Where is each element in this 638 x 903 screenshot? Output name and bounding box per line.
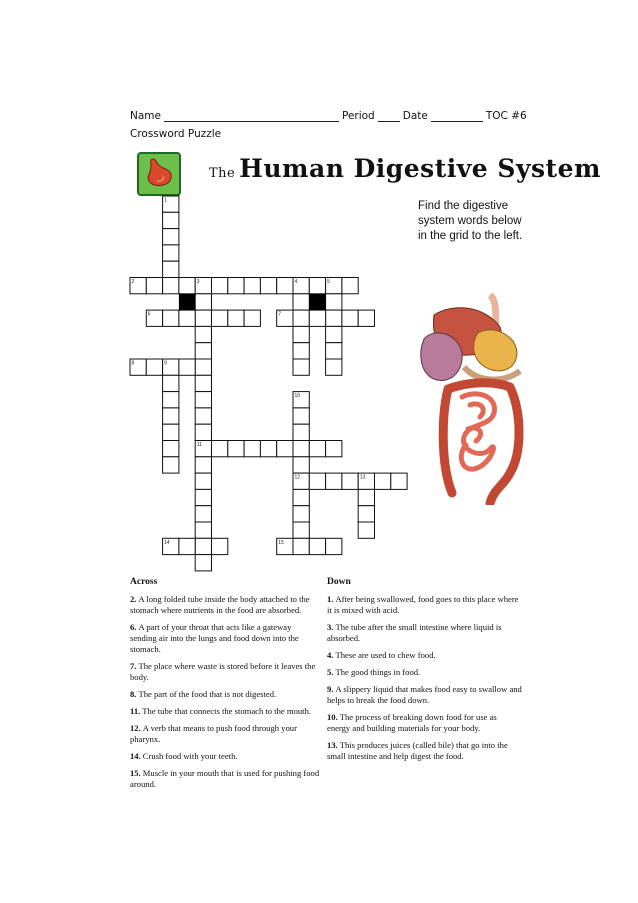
clue-text: The good things in food.	[335, 667, 421, 677]
clue-text: The place where waste is stored before it leaves the body.	[130, 661, 316, 682]
grid-cell[interactable]	[309, 310, 325, 326]
clue-text: After being swallowed, food goes to this place where it is mixed with acid.	[327, 594, 519, 615]
grid-cell[interactable]	[293, 489, 309, 505]
clue-text: A long folded tube inside the body attached to the stomach where nutrients in the food are absorbed.	[130, 594, 310, 615]
grid-cell[interactable]	[195, 457, 211, 473]
grid-cell[interactable]	[326, 441, 342, 457]
grid-cell[interactable]	[358, 522, 374, 538]
grid-cell[interactable]	[195, 294, 211, 310]
clue-number: 11.	[130, 706, 141, 716]
clue-number: 12.	[130, 723, 141, 733]
grid-number: 5	[327, 279, 330, 285]
clue-item	[327, 594, 522, 616]
grid-cell[interactable]	[228, 278, 244, 294]
clue-number: 5.	[327, 667, 334, 677]
grid-cell[interactable]	[163, 408, 179, 424]
grid-cell[interactable]	[179, 278, 195, 294]
grid-number: 2	[131, 279, 135, 285]
date-label: Date	[402, 110, 428, 122]
grid-cell[interactable]	[260, 441, 276, 457]
grid-number: 15	[278, 539, 284, 546]
clue-number: 6.	[130, 622, 137, 632]
grid-cell[interactable]	[326, 294, 342, 310]
grid-cell[interactable]	[195, 310, 211, 326]
grid-cell[interactable]	[163, 375, 179, 391]
grid-cell[interactable]	[293, 424, 309, 440]
grid-cell[interactable]	[358, 506, 374, 522]
grid-cell[interactable]	[293, 457, 309, 473]
clue-text: Muscle in your mouth that is used for pushing food around.	[130, 768, 320, 789]
grid-cell[interactable]	[212, 441, 228, 457]
grid-cell[interactable]	[309, 473, 325, 489]
grid-number: 12	[294, 474, 301, 481]
grid-cell[interactable]	[163, 261, 179, 277]
grid-cell[interactable]	[212, 310, 228, 326]
grid-cell[interactable]	[342, 278, 358, 294]
grid-cell[interactable]	[195, 538, 211, 554]
grid-number: 9	[164, 360, 167, 367]
grid-cell[interactable]	[326, 538, 342, 554]
grid-cell[interactable]	[195, 424, 211, 440]
clue-item	[327, 650, 522, 661]
grid-cell[interactable]	[293, 294, 309, 310]
clue-item	[327, 740, 522, 762]
grid-cell[interactable]	[195, 473, 211, 489]
grid-cell[interactable]	[195, 359, 211, 375]
grid-cell[interactable]	[228, 441, 244, 457]
clue-number: 15.	[130, 768, 141, 778]
grid-cell[interactable]	[293, 506, 309, 522]
grid-number: 1	[164, 197, 167, 204]
clue-number: 4.	[327, 650, 334, 660]
clue-number: 13.	[327, 740, 338, 750]
grid-cell[interactable]	[228, 310, 244, 326]
grid-cell[interactable]	[277, 441, 293, 457]
grid-number: 6	[147, 311, 151, 318]
grid-cell[interactable]	[195, 408, 211, 424]
grid-cell[interactable]	[358, 489, 374, 505]
grid-number: 8	[131, 360, 135, 367]
grid-cell[interactable]	[326, 343, 342, 359]
clue-text: The tube after the small intestine where liquid is absorbed.	[327, 622, 502, 643]
grid-cell[interactable]	[163, 392, 179, 408]
grid-number: 10	[294, 393, 301, 400]
clue-item	[130, 723, 320, 745]
across-heading: Across	[130, 577, 158, 587]
grid-cell[interactable]	[293, 441, 309, 457]
grid-cell[interactable]	[195, 506, 211, 522]
name-label: Name	[130, 110, 161, 122]
grid-cell[interactable]	[326, 326, 342, 342]
grid-number: 11	[196, 442, 202, 448]
clue-text: A slippery liquid that makes food easy to swallow and helps to break the food down.	[327, 684, 522, 705]
clue-number: 1.	[327, 594, 334, 604]
grid-number: 3	[196, 279, 200, 285]
grid-number: 4	[294, 279, 298, 285]
clue-text: The part of the food that is not digested.	[138, 689, 277, 699]
clue-text: The tube that connects the stomach to the mouth.	[142, 706, 312, 716]
clue-text: A part of your throat that acts like a gateway sending air into the lungs and food down into the stomach.	[130, 622, 299, 654]
grid-cell[interactable]	[195, 326, 211, 342]
clue-number: 3.	[327, 622, 334, 632]
grid-cell[interactable]	[260, 278, 276, 294]
grid-cell[interactable]	[163, 441, 179, 457]
grid-number: 14	[164, 539, 170, 546]
clue-text: These are used to chew food.	[335, 650, 436, 660]
grid-cell[interactable]	[293, 343, 309, 359]
clue-item	[130, 594, 320, 616]
grid-cell[interactable]	[195, 522, 211, 538]
clue-item	[327, 667, 522, 678]
across-clues	[130, 577, 320, 796]
toc-label: TOC #6	[485, 110, 527, 122]
clue-number: 2.	[130, 594, 137, 604]
grid-cell[interactable]	[293, 310, 309, 326]
clue-number: 14.	[130, 751, 141, 761]
grid-cell[interactable]	[195, 375, 211, 391]
title-prefix: The	[209, 166, 236, 181]
grid-cell[interactable]	[195, 392, 211, 408]
grid-cell[interactable]	[163, 310, 179, 326]
grid-cell[interactable]	[277, 278, 293, 294]
grid-cell[interactable]	[342, 310, 358, 326]
grid-cell[interactable]	[375, 473, 391, 489]
grid-cell[interactable]	[163, 424, 179, 440]
instructions: Find the digestive system words below in the grid to the left.	[418, 200, 523, 242]
grid-cell[interactable]	[163, 229, 179, 245]
grid-cell[interactable]	[309, 441, 325, 457]
grid-cell[interactable]	[146, 278, 162, 294]
grid-cell[interactable]	[293, 359, 309, 375]
clue-text: The process of breaking down food for use as energy and building materials for your body.	[327, 712, 497, 733]
grid-cell[interactable]	[293, 408, 309, 424]
grid-cell[interactable]	[195, 555, 211, 571]
clue-item	[130, 751, 320, 762]
clue-number: 8.	[130, 689, 137, 699]
grid-cell[interactable]	[309, 278, 325, 294]
grid-cell[interactable]	[163, 245, 179, 261]
clue-item	[327, 712, 522, 734]
grid-cell[interactable]	[358, 310, 374, 326]
grid-cell[interactable]	[163, 278, 179, 294]
clue-item	[130, 768, 320, 790]
grid-number: 7	[278, 311, 281, 318]
grid-cell[interactable]	[163, 212, 179, 228]
grid-cell[interactable]	[212, 538, 228, 554]
clue-item	[130, 689, 320, 700]
grid-cell[interactable]	[163, 457, 179, 473]
clue-item	[130, 622, 320, 655]
grid-cell[interactable]	[179, 310, 195, 326]
period-label: Period	[341, 110, 375, 122]
grid-cell[interactable]	[293, 522, 309, 538]
grid-cell[interactable]	[179, 359, 195, 375]
grid-cell[interactable]	[244, 278, 260, 294]
clue-text: This produces juices (called bile) that go into the small intestine and help digest the food.	[327, 740, 508, 761]
grid-cell[interactable]	[326, 473, 342, 489]
clue-item	[327, 684, 522, 706]
grid-cell[interactable]	[326, 359, 342, 375]
clue-text: A verb that means to push food through your pharynx.	[130, 723, 297, 744]
grid-cell[interactable]	[146, 359, 162, 375]
worksheet-subtitle: Crossword Puzzle	[130, 128, 222, 140]
down-clues	[327, 577, 522, 768]
clue-item	[130, 661, 320, 683]
grid-cell[interactable]	[179, 538, 195, 554]
digestive-organs-illustration	[418, 293, 530, 505]
down-heading: Down	[327, 577, 351, 587]
grid-cell[interactable]	[293, 538, 309, 554]
blocked-cell	[309, 294, 325, 310]
grid-cell[interactable]	[195, 489, 211, 505]
grid-cell[interactable]	[212, 278, 228, 294]
grid-cell[interactable]	[342, 473, 358, 489]
clue-number: 9.	[327, 684, 334, 694]
grid-cell[interactable]	[309, 538, 325, 554]
grid-cell[interactable]	[293, 326, 309, 342]
clue-text: Crush food with your teeth.	[142, 751, 238, 761]
clue-item	[327, 622, 522, 644]
grid-number: 13	[359, 474, 366, 481]
grid-cell[interactable]	[326, 310, 342, 326]
clue-number: 10.	[327, 712, 338, 722]
title-main: Human Digestive System	[239, 154, 601, 183]
grid-cell[interactable]	[391, 473, 407, 489]
blocked-cell	[179, 294, 195, 310]
grid-cell[interactable]	[244, 310, 260, 326]
clue-item	[130, 706, 320, 717]
clue-number: 7.	[130, 661, 137, 671]
grid-cell[interactable]	[195, 343, 211, 359]
grid-cell[interactable]	[244, 441, 260, 457]
